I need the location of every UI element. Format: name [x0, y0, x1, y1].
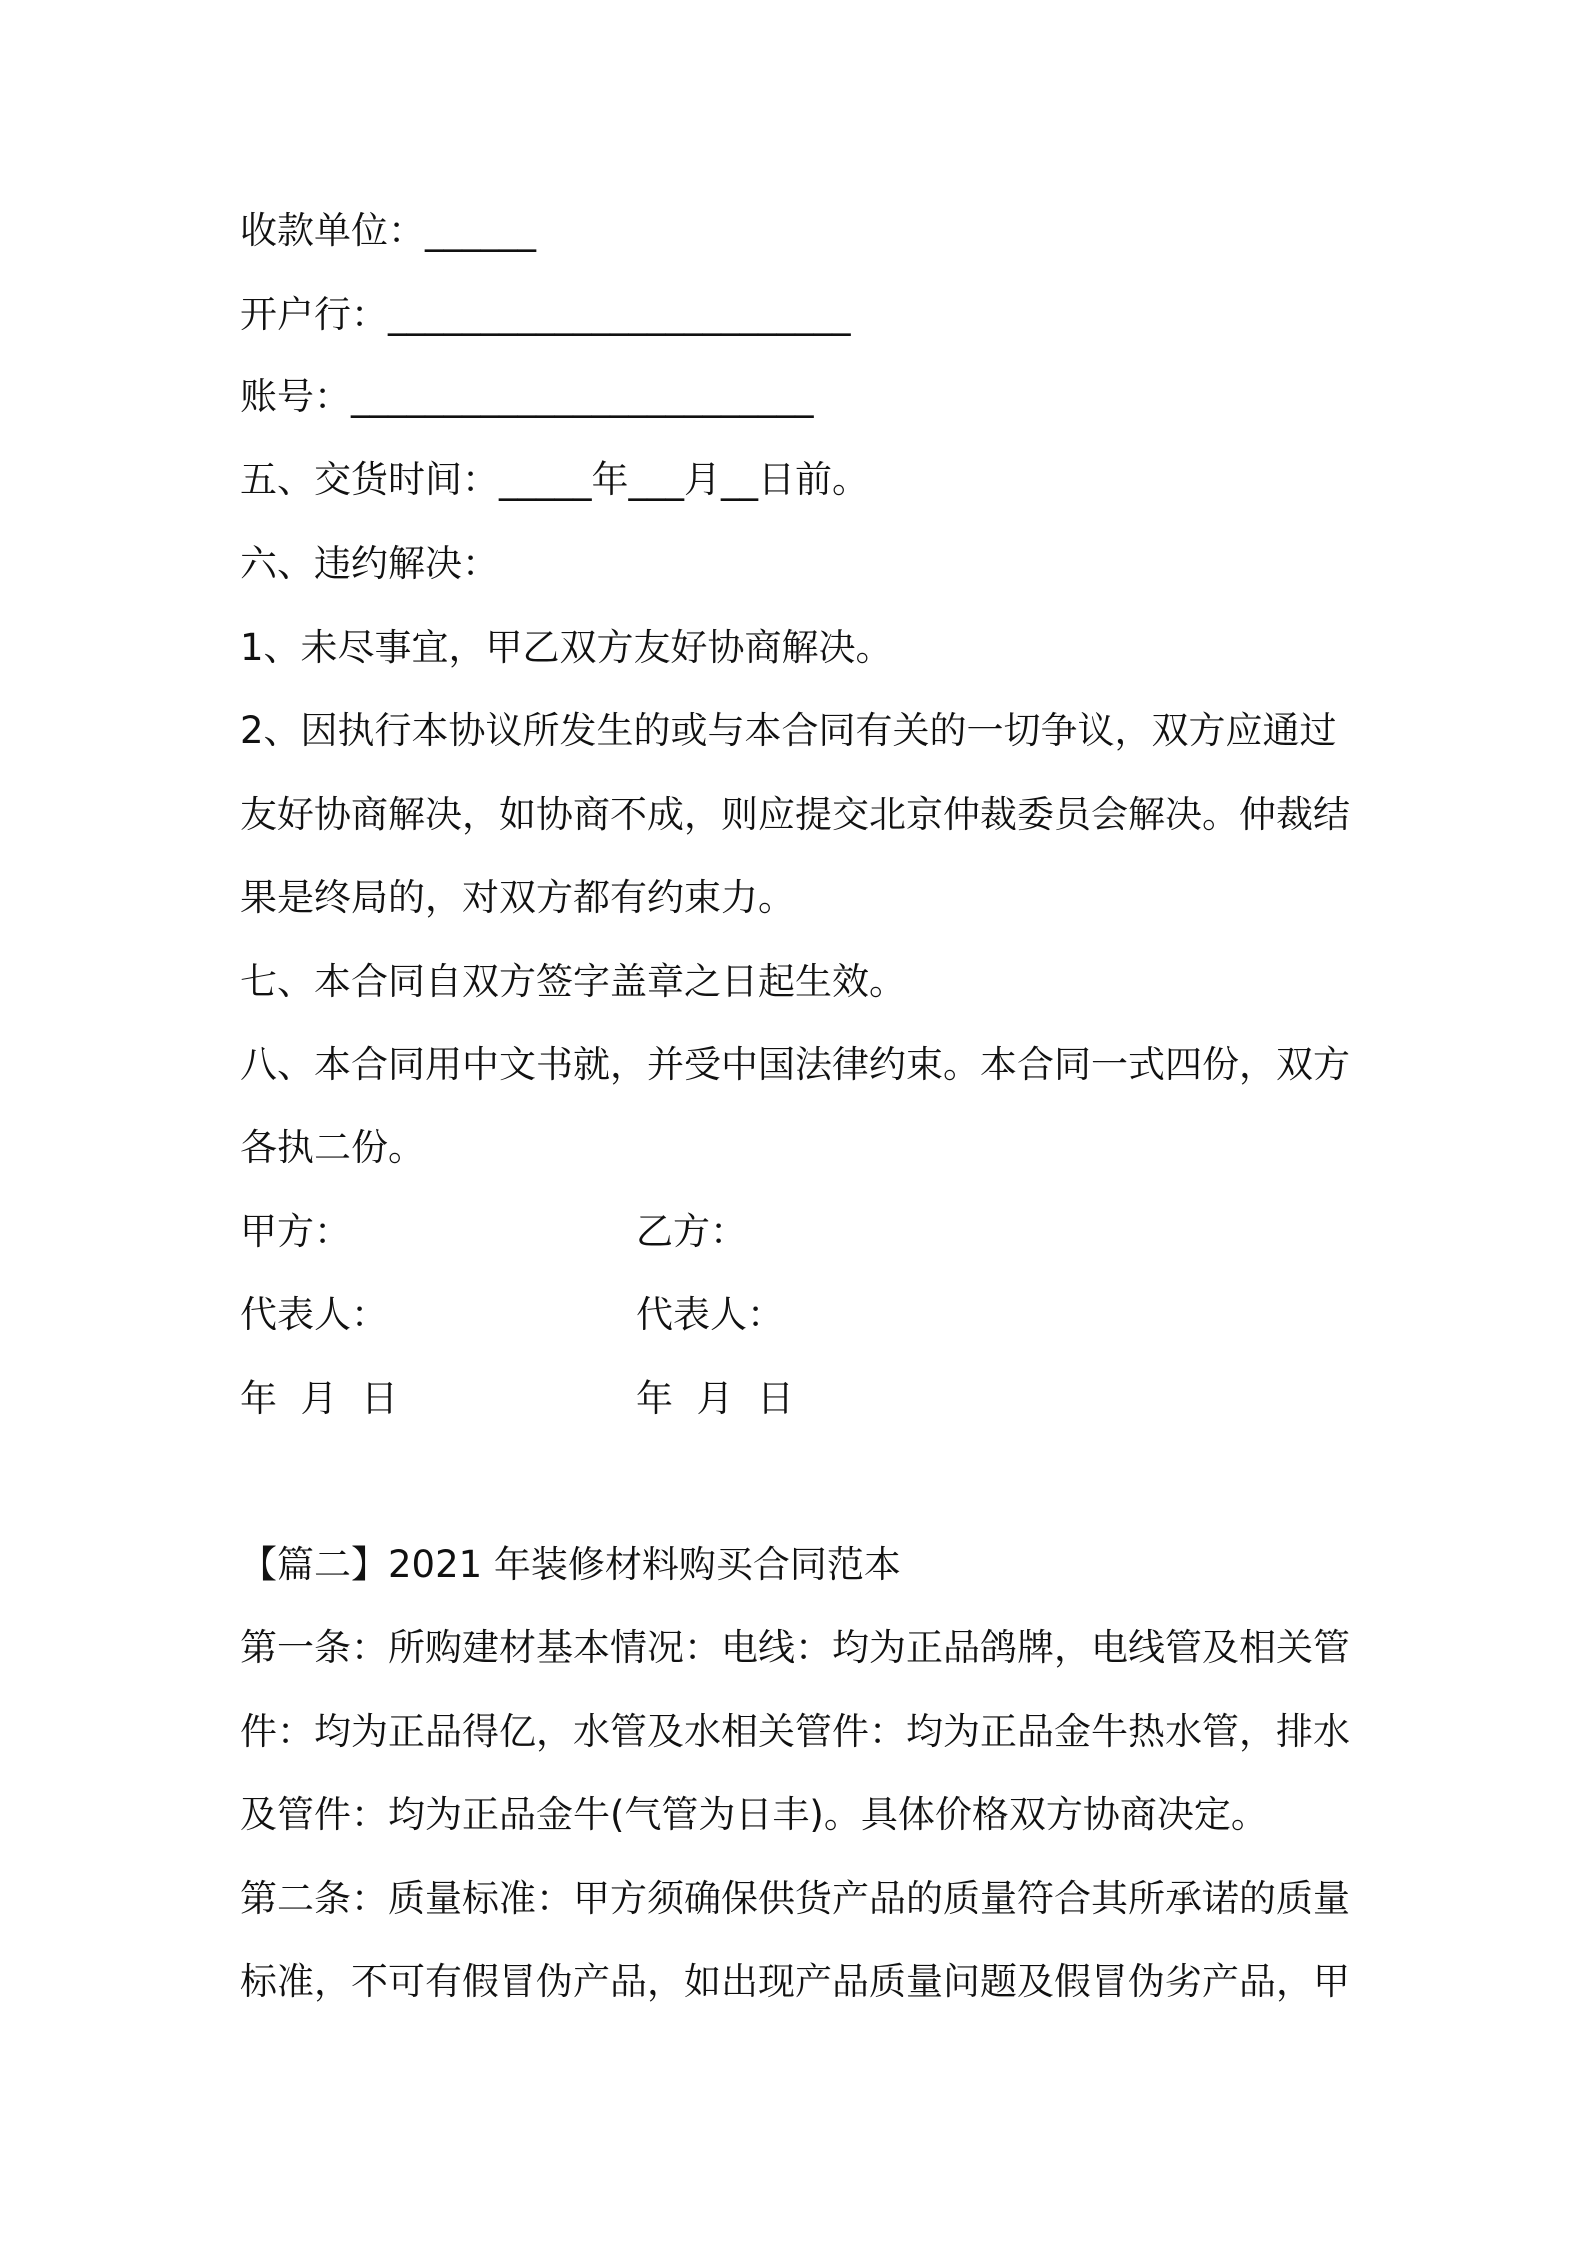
clause-6-item-1: 1、未尽事宜，甲乙双方友好协商解决。: [240, 626, 893, 669]
section-2-title: 【篇二】2021 年装修材料购买合同范本: [240, 1543, 901, 1586]
article-2-line-1: 第二条：质量标准：甲方须确保供货产品的质量符合其所承诺的质量: [240, 1877, 1350, 1920]
party-a-label: 甲方：: [240, 1210, 351, 1253]
article-1-line-1: 第一条：所购建材基本情况：电线：均为正品鸽牌，电线管及相关管: [240, 1626, 1350, 1669]
clause-5-delivery-time: 五、交货时间：_____年___月__日前。: [240, 458, 869, 501]
clause-6-item-2-line-2: 友好协商解决，如协商不成，则应提交北京仲裁委员会解决。仲裁结: [240, 793, 1350, 836]
party-b-label: 乙方：: [636, 1210, 747, 1253]
clause-6-item-2-line-1: 2、因执行本协议所发生的或与本合同有关的一切争议，双方应通过: [240, 709, 1337, 752]
payee-line: 收款单位：______: [240, 209, 536, 252]
clause-6-heading: 六、违约解决：: [240, 542, 499, 585]
representative-a-label: 代表人：: [240, 1293, 388, 1336]
clause-8-line-1: 八、本合同用中文书就，并受中国法律约束。本合同一式四份，双方: [240, 1043, 1350, 1086]
article-1-line-3: 及管件：均为正品金牛(气管为日丰)。具体价格双方协商决定。: [240, 1793, 1268, 1836]
clause-6-item-2-line-3: 果是终局的，对双方都有约束力。: [240, 876, 795, 919]
representative-b-label: 代表人：: [636, 1293, 784, 1336]
clause-7: 七、本合同自双方签字盖章之日起生效。: [240, 960, 906, 1003]
clause-8-line-2: 各执二份。: [240, 1126, 425, 1169]
date-b-label: 年 月 日: [636, 1377, 795, 1420]
article-2-line-2: 标准，不可有假冒伪产品，如出现产品质量问题及假冒伪劣产品，甲: [240, 1960, 1350, 2003]
article-1-line-2: 件：均为正品得亿，水管及水相关管件：均为正品金牛热水管，排水: [240, 1710, 1350, 1753]
account-line: 账号：_________________________: [240, 375, 814, 418]
date-a-label: 年 月 日: [240, 1377, 399, 1420]
bank-line: 开户行：_________________________: [240, 293, 851, 336]
